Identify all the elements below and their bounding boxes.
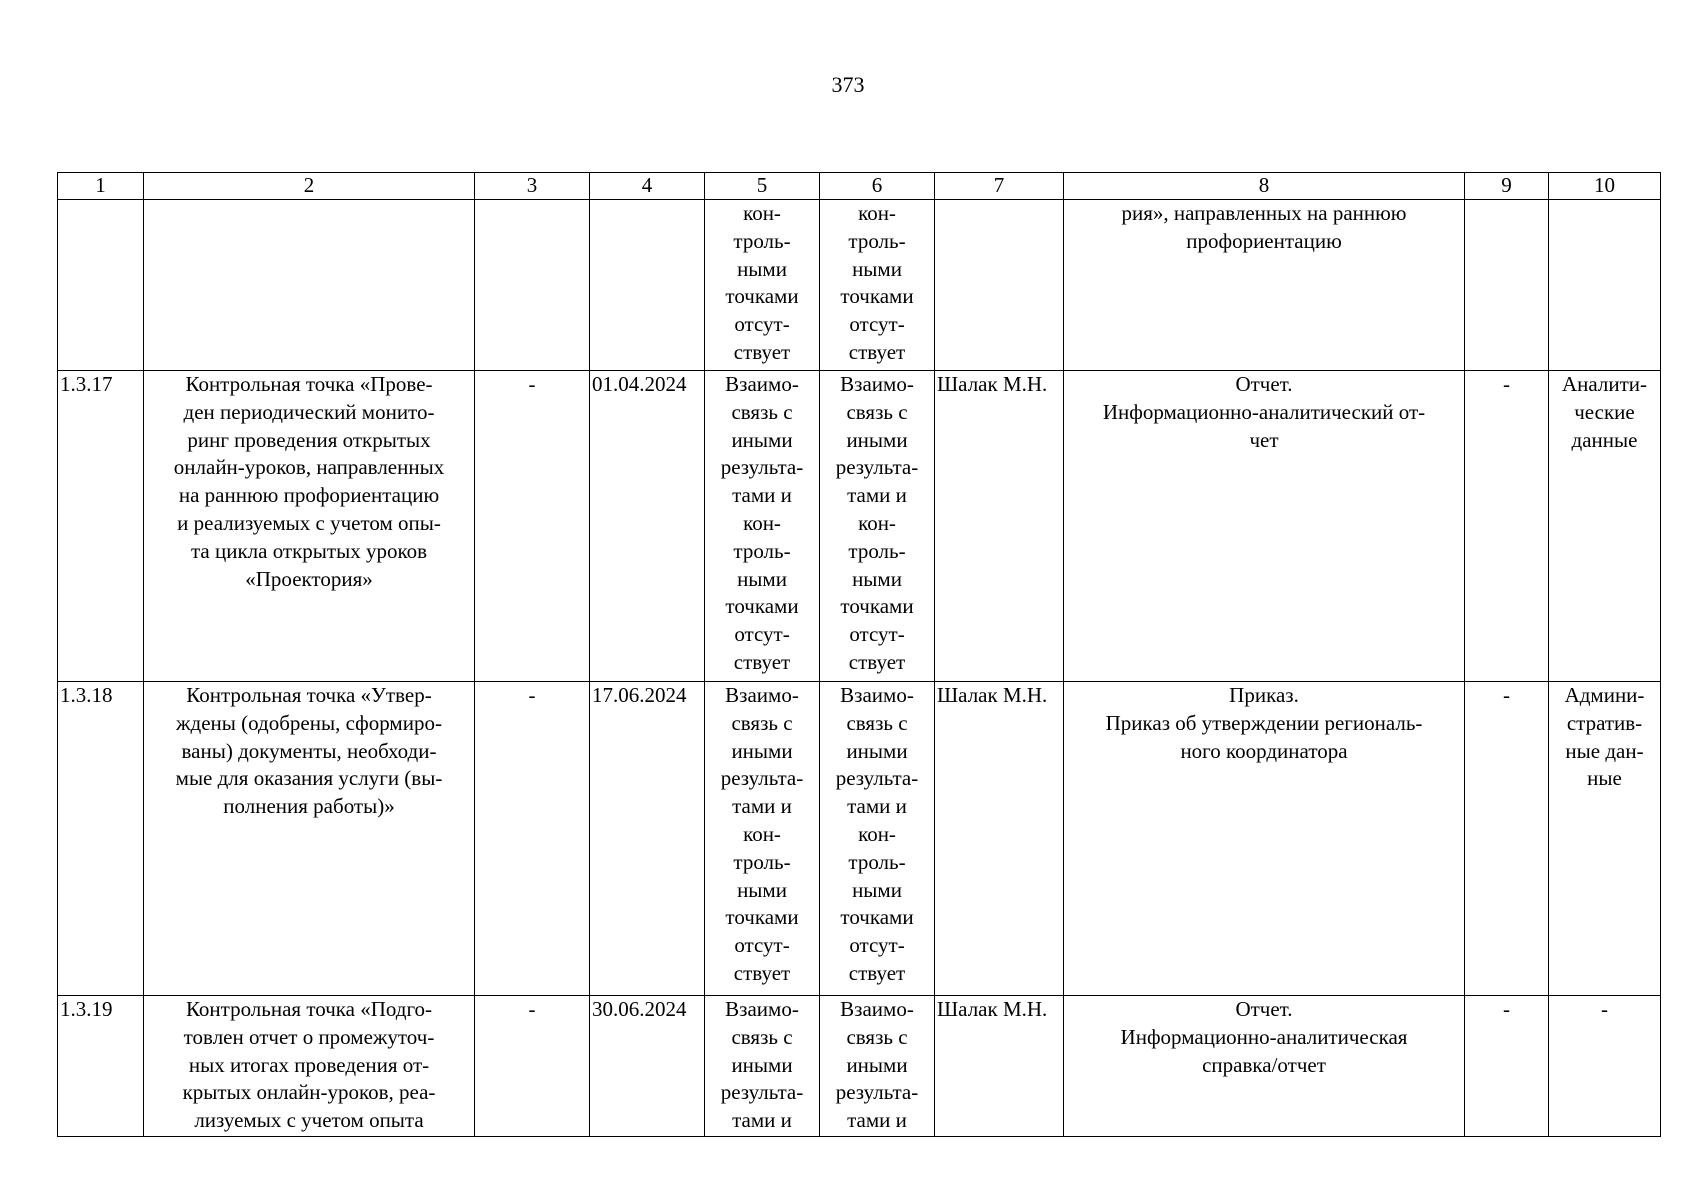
row-col5: Взаимо- связь с иными результа- тами и кон- троль- ными точками отсут- ствует — [705, 371, 820, 682]
row-responsible: Шалак М.Н. — [935, 371, 1064, 682]
table-row — [58, 371, 1661, 682]
row-col6: Взаимо- связь с иными результа- тами и кон- троль- ными точками отсут- ствует — [820, 682, 935, 996]
row-col6: Взаимо- связь с иными результа- тами и кон- троль- ными точками отсут- ствует — [820, 371, 935, 682]
row-date: 01.04.2024 — [590, 371, 705, 682]
header-col-5: 5 — [705, 173, 820, 200]
row-col3 — [475, 200, 590, 371]
row-number: 1.3.17 — [58, 371, 144, 682]
header-col-10: 10 — [1549, 173, 1661, 200]
row-col3: - — [475, 371, 590, 682]
table-row — [58, 996, 1661, 1137]
row-name: Контрольная точка «Утвер- ждены (одобрены, сформиро- ваны) документы, необходи- мые для оказания услуги (вы- полнения работы)» — [144, 682, 475, 996]
row-number — [58, 200, 144, 371]
row-result: Отчет. Информационно-аналитический от- чет — [1064, 371, 1465, 682]
header-col-1: 1 — [58, 173, 144, 200]
header-col-4: 4 — [590, 173, 705, 200]
row-col5: Взаимо- связь с иными результа- тами и — [705, 996, 820, 1137]
row-name: Контрольная точка «Прове- ден периодический монито- ринг проведения открытых онлайн-уроков, направленных на раннюю профориентацию и реализуемых с учетом опы- та цикла открытых уроков «Проектория» — [144, 371, 475, 682]
row-col9: - — [1465, 682, 1549, 996]
row-col3: - — [475, 682, 590, 996]
row-col10 — [1549, 200, 1661, 371]
header-col-9: 9 — [1465, 173, 1549, 200]
header-col-2: 2 — [144, 173, 475, 200]
header-col-6: 6 — [820, 173, 935, 200]
row-date: 30.06.2024 — [590, 996, 705, 1137]
row-result: Приказ. Приказ об утверждении региональ- ного координатора — [1064, 682, 1465, 996]
row-col6: кон- троль- ными точками отсут- ствует — [820, 200, 935, 371]
row-col3: - — [475, 996, 590, 1137]
row-col10: Админи- стратив- ные дан- ные — [1549, 682, 1661, 996]
row-number: 1.3.18 — [58, 682, 144, 996]
row-responsible: Шалак М.Н. — [935, 682, 1064, 996]
header-col-8: 8 — [1064, 173, 1465, 200]
row-result: рия», направленных на раннюю профориентацию — [1064, 200, 1465, 371]
page-number: 373 — [831, 72, 865, 97]
row-col10: - — [1549, 996, 1661, 1137]
header-col-7: 7 — [935, 173, 1064, 200]
row-col5: кон- троль- ными точками отсут- ствует — [705, 200, 820, 371]
row-col9: - — [1465, 996, 1549, 1137]
row-col9 — [1465, 200, 1549, 371]
row-name: Контрольная точка «Подго- товлен отчет о промежуточ- ных итогах проведения от- крытых онлайн-уроков, реа- лизуемых с учетом опыта — [144, 996, 475, 1137]
row-col5: Взаимо- связь с иными результа- тами и кон- троль- ными точками отсут- ствует — [705, 682, 820, 996]
row-col9: - — [1465, 371, 1549, 682]
row-col6: Взаимо- связь с иными результа- тами и — [820, 996, 935, 1137]
table-header-row — [58, 173, 1661, 200]
table-row — [58, 200, 1661, 371]
row-responsible — [935, 200, 1064, 371]
row-responsible: Шалак М.Н. — [935, 996, 1064, 1137]
row-date: 17.06.2024 — [590, 682, 705, 996]
data-table — [57, 172, 1661, 1137]
row-date — [590, 200, 705, 371]
row-name — [144, 200, 475, 371]
table-row — [58, 682, 1661, 996]
row-number: 1.3.19 — [58, 996, 144, 1137]
row-result: Отчет. Информационно-аналитическая справка/отчет — [1064, 996, 1465, 1137]
header-col-3: 3 — [475, 173, 590, 200]
row-col10: Аналити- ческие данные — [1549, 371, 1661, 682]
